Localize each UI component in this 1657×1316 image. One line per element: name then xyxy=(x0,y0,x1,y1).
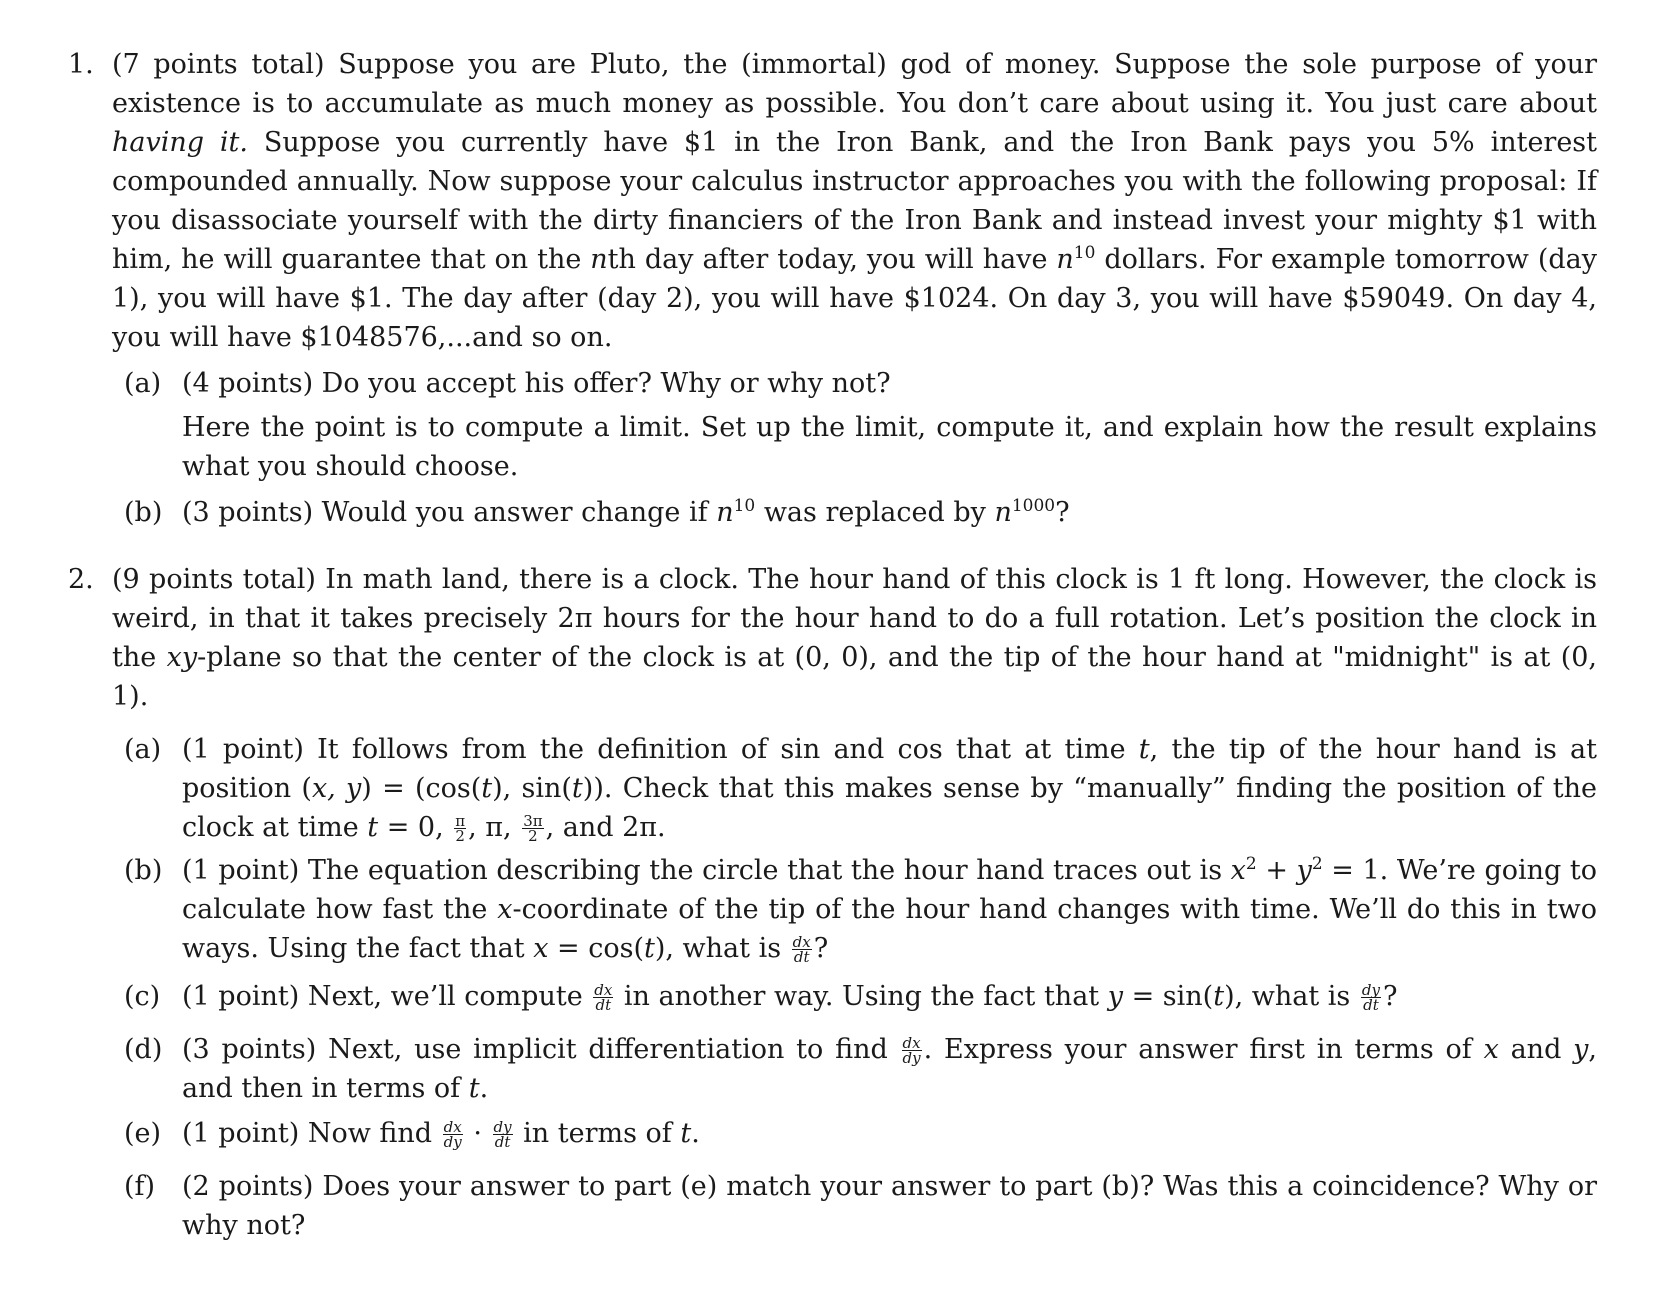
math-var: y xyxy=(1107,981,1123,1012)
fraction-numerator: dy xyxy=(493,1118,512,1136)
part-question: in terms of xyxy=(514,1118,681,1149)
fraction-numerator: dx xyxy=(443,1118,462,1136)
part-question: . xyxy=(691,1118,700,1149)
part-text xyxy=(182,1030,1597,1108)
fraction-numerator: π xyxy=(455,812,466,830)
statement-text: (7 points total) Suppose you are Pluto, the (immortal) god of money. Suppose the sole purpose of your existence is to accumulate as much money as possible. You don’t care about using it. You just care about xyxy=(112,49,1597,119)
statement-text: (9 points total) In math land, there is a clock. The hour hand of this clock is 1 ft long. However, the clock is weird, in that it takes precisely 2π hours for the hour hand to do a full rotation. Let’s position the clock in the xyxy=(112,564,1597,673)
part-question: , the tip of the hour hand is at position ( xyxy=(182,734,1597,804)
part-question: (3 points) Next, use implicit differentiation to find xyxy=(182,1034,900,1065)
math-var: y xyxy=(1296,855,1312,886)
statement-text: -plane so that the center of the clock is at (0, 0), and the tip of the hour hand at "midnight" is at (0, 1). xyxy=(112,642,1597,712)
math-operator: · xyxy=(464,1118,491,1149)
problem-number: 2. xyxy=(68,564,94,595)
fraction-numerator: dx xyxy=(594,981,613,999)
math-var: t xyxy=(680,1118,692,1149)
math-var: t xyxy=(1213,981,1225,1012)
part-question: ? xyxy=(1382,981,1398,1012)
fraction-numerator: 3π xyxy=(523,812,543,830)
math-var: y xyxy=(1573,1034,1589,1065)
part-text xyxy=(182,364,1597,403)
part-question: (1 point) It follows from the definition of sin and cos that at time xyxy=(182,734,1139,765)
math-var: n xyxy=(590,244,608,275)
part-question: ? xyxy=(813,933,829,964)
part-question: . Express your answer first in terms of xyxy=(923,1034,1484,1065)
part-question: = sin( xyxy=(1123,981,1214,1012)
math-var: x, y xyxy=(311,773,362,804)
part-question: , and 2π. xyxy=(545,812,666,843)
part-question: (1 point) The equation describing the circle that the hour hand traces out is xyxy=(182,855,1231,886)
fraction-denominator: dy xyxy=(902,1049,921,1067)
math-var: t xyxy=(481,773,493,804)
part-question: (1 point) Next, we’ll compute xyxy=(182,981,592,1012)
fraction-numerator: dy xyxy=(1361,981,1380,999)
derivative-dx-dy xyxy=(902,1036,922,1065)
part-label: (b) xyxy=(124,497,163,528)
math-var: t xyxy=(367,812,379,843)
fraction-denominator: dy xyxy=(443,1133,462,1151)
derivative-dx-dt xyxy=(593,983,613,1012)
math-var: t xyxy=(571,773,583,804)
part-text: (2 points) Does your answer to part (e) match your answer to part (b)? Was this a coincidence? Why or why not? xyxy=(182,1171,1597,1241)
fraction xyxy=(522,814,543,843)
statement-text: dollars. For example tomorrow (day 1), you will have $1. The day after (day 2), you will have $1024. On day 3, you will have $59049. On day 4, you will have $1048576,...and so on. xyxy=(112,244,1597,353)
math-exponent: 2 xyxy=(1245,854,1257,874)
math-var: t xyxy=(1138,734,1150,765)
part-question: ? xyxy=(1055,497,1070,528)
part-label: (c) xyxy=(124,981,161,1012)
math-var: x xyxy=(1483,1034,1499,1065)
fraction-denominator: 2 xyxy=(528,827,538,845)
part-question: , π, xyxy=(468,812,521,843)
part-label: (a) xyxy=(124,734,162,765)
part-question: ) = (cos( xyxy=(361,773,482,804)
problem-2-statement xyxy=(112,560,1597,716)
part-question: was replaced by xyxy=(755,497,995,528)
part-label: (e) xyxy=(124,1118,162,1149)
math-var: xy xyxy=(166,642,198,673)
problem-number: 1. xyxy=(68,49,94,80)
part-question: -coordinate of the tip of the hour hand changes with time. We’ll do this in two ways. Using the fact that xyxy=(182,894,1597,964)
math-var: x xyxy=(497,894,513,925)
part-question: )). Check that this makes sense by “manually” finding the position of the clock at time xyxy=(182,773,1597,843)
part-question: ), what is xyxy=(1224,981,1359,1012)
part-question: (3 points) Would you answer change if xyxy=(182,497,717,528)
math-var: t xyxy=(644,933,655,964)
part-question: ), sin( xyxy=(492,773,572,804)
part-text xyxy=(182,493,1597,532)
derivative-dy-dt xyxy=(493,1120,513,1149)
part-question: in another way. Using the fact that xyxy=(615,981,1108,1012)
part-label: (b) xyxy=(124,855,163,886)
part-text xyxy=(182,1114,1597,1153)
part-question: = cos( xyxy=(548,933,644,964)
fraction-denominator: dt xyxy=(1363,996,1379,1014)
part-question: . xyxy=(479,1073,489,1104)
derivative-dy-dt xyxy=(1361,983,1381,1012)
math-operator: + xyxy=(1256,855,1297,886)
part-text xyxy=(182,730,1597,847)
fraction-denominator: dt xyxy=(494,1133,511,1151)
math-var: n xyxy=(994,497,1012,528)
part-question: (4 points) Do you accept his offer? Why or why not? xyxy=(182,368,891,399)
part-label: (a) xyxy=(124,368,162,399)
part-text xyxy=(182,851,1597,968)
fraction-denominator: dt xyxy=(595,996,612,1014)
fraction-denominator: 2 xyxy=(455,827,465,845)
part-question: and xyxy=(1498,1034,1574,1065)
fraction-numerator: dx xyxy=(792,933,811,951)
math-var: n xyxy=(1056,244,1074,275)
derivative-dx-dt xyxy=(792,935,812,964)
math-exponent: 1000 xyxy=(1011,496,1056,516)
math-var: x xyxy=(1230,855,1246,886)
statement-text: th day after today, you will have xyxy=(607,244,1057,275)
part-note: Here the point is to compute a limit. Set up the limit, compute it, and explain how the result explains what you should choose. xyxy=(182,412,1597,482)
part-question: = 0, xyxy=(378,812,453,843)
fraction xyxy=(454,814,466,843)
part-text xyxy=(182,977,1597,1016)
fraction-numerator: dx xyxy=(902,1034,921,1052)
part-label: (f) xyxy=(124,1171,156,1202)
fraction-denominator: dt xyxy=(793,948,810,966)
part-question: ), what is xyxy=(654,933,790,964)
math-var: t xyxy=(468,1073,480,1104)
part-question: (1 point) Now find xyxy=(182,1118,441,1149)
math-exponent: 2 xyxy=(1311,854,1323,874)
statement-text: Suppose you currently have $1 in the Iron Bank, and the Iron Bank pays you 5% interest compounded annually. Now suppose your calculus instructor approaches you with the following proposal: If you disassociate yourself with the dirty financiers of the Iron Bank and instead invest your mighty $1 with him, he will guarantee that on the xyxy=(112,127,1598,275)
derivative-dx-dy xyxy=(443,1120,463,1149)
problem-1-statement xyxy=(112,45,1597,357)
math-exponent: 10 xyxy=(1073,243,1096,263)
part-question: , and then in terms of xyxy=(182,1034,1597,1104)
part-label: (d) xyxy=(124,1034,163,1065)
part-question: = 1. We’re going to calculate how fast the xyxy=(182,855,1598,925)
math-var: n xyxy=(716,497,734,528)
math-exponent: 10 xyxy=(733,496,756,516)
math-var: x xyxy=(533,933,549,964)
emphasis-text: having it. xyxy=(112,127,248,158)
